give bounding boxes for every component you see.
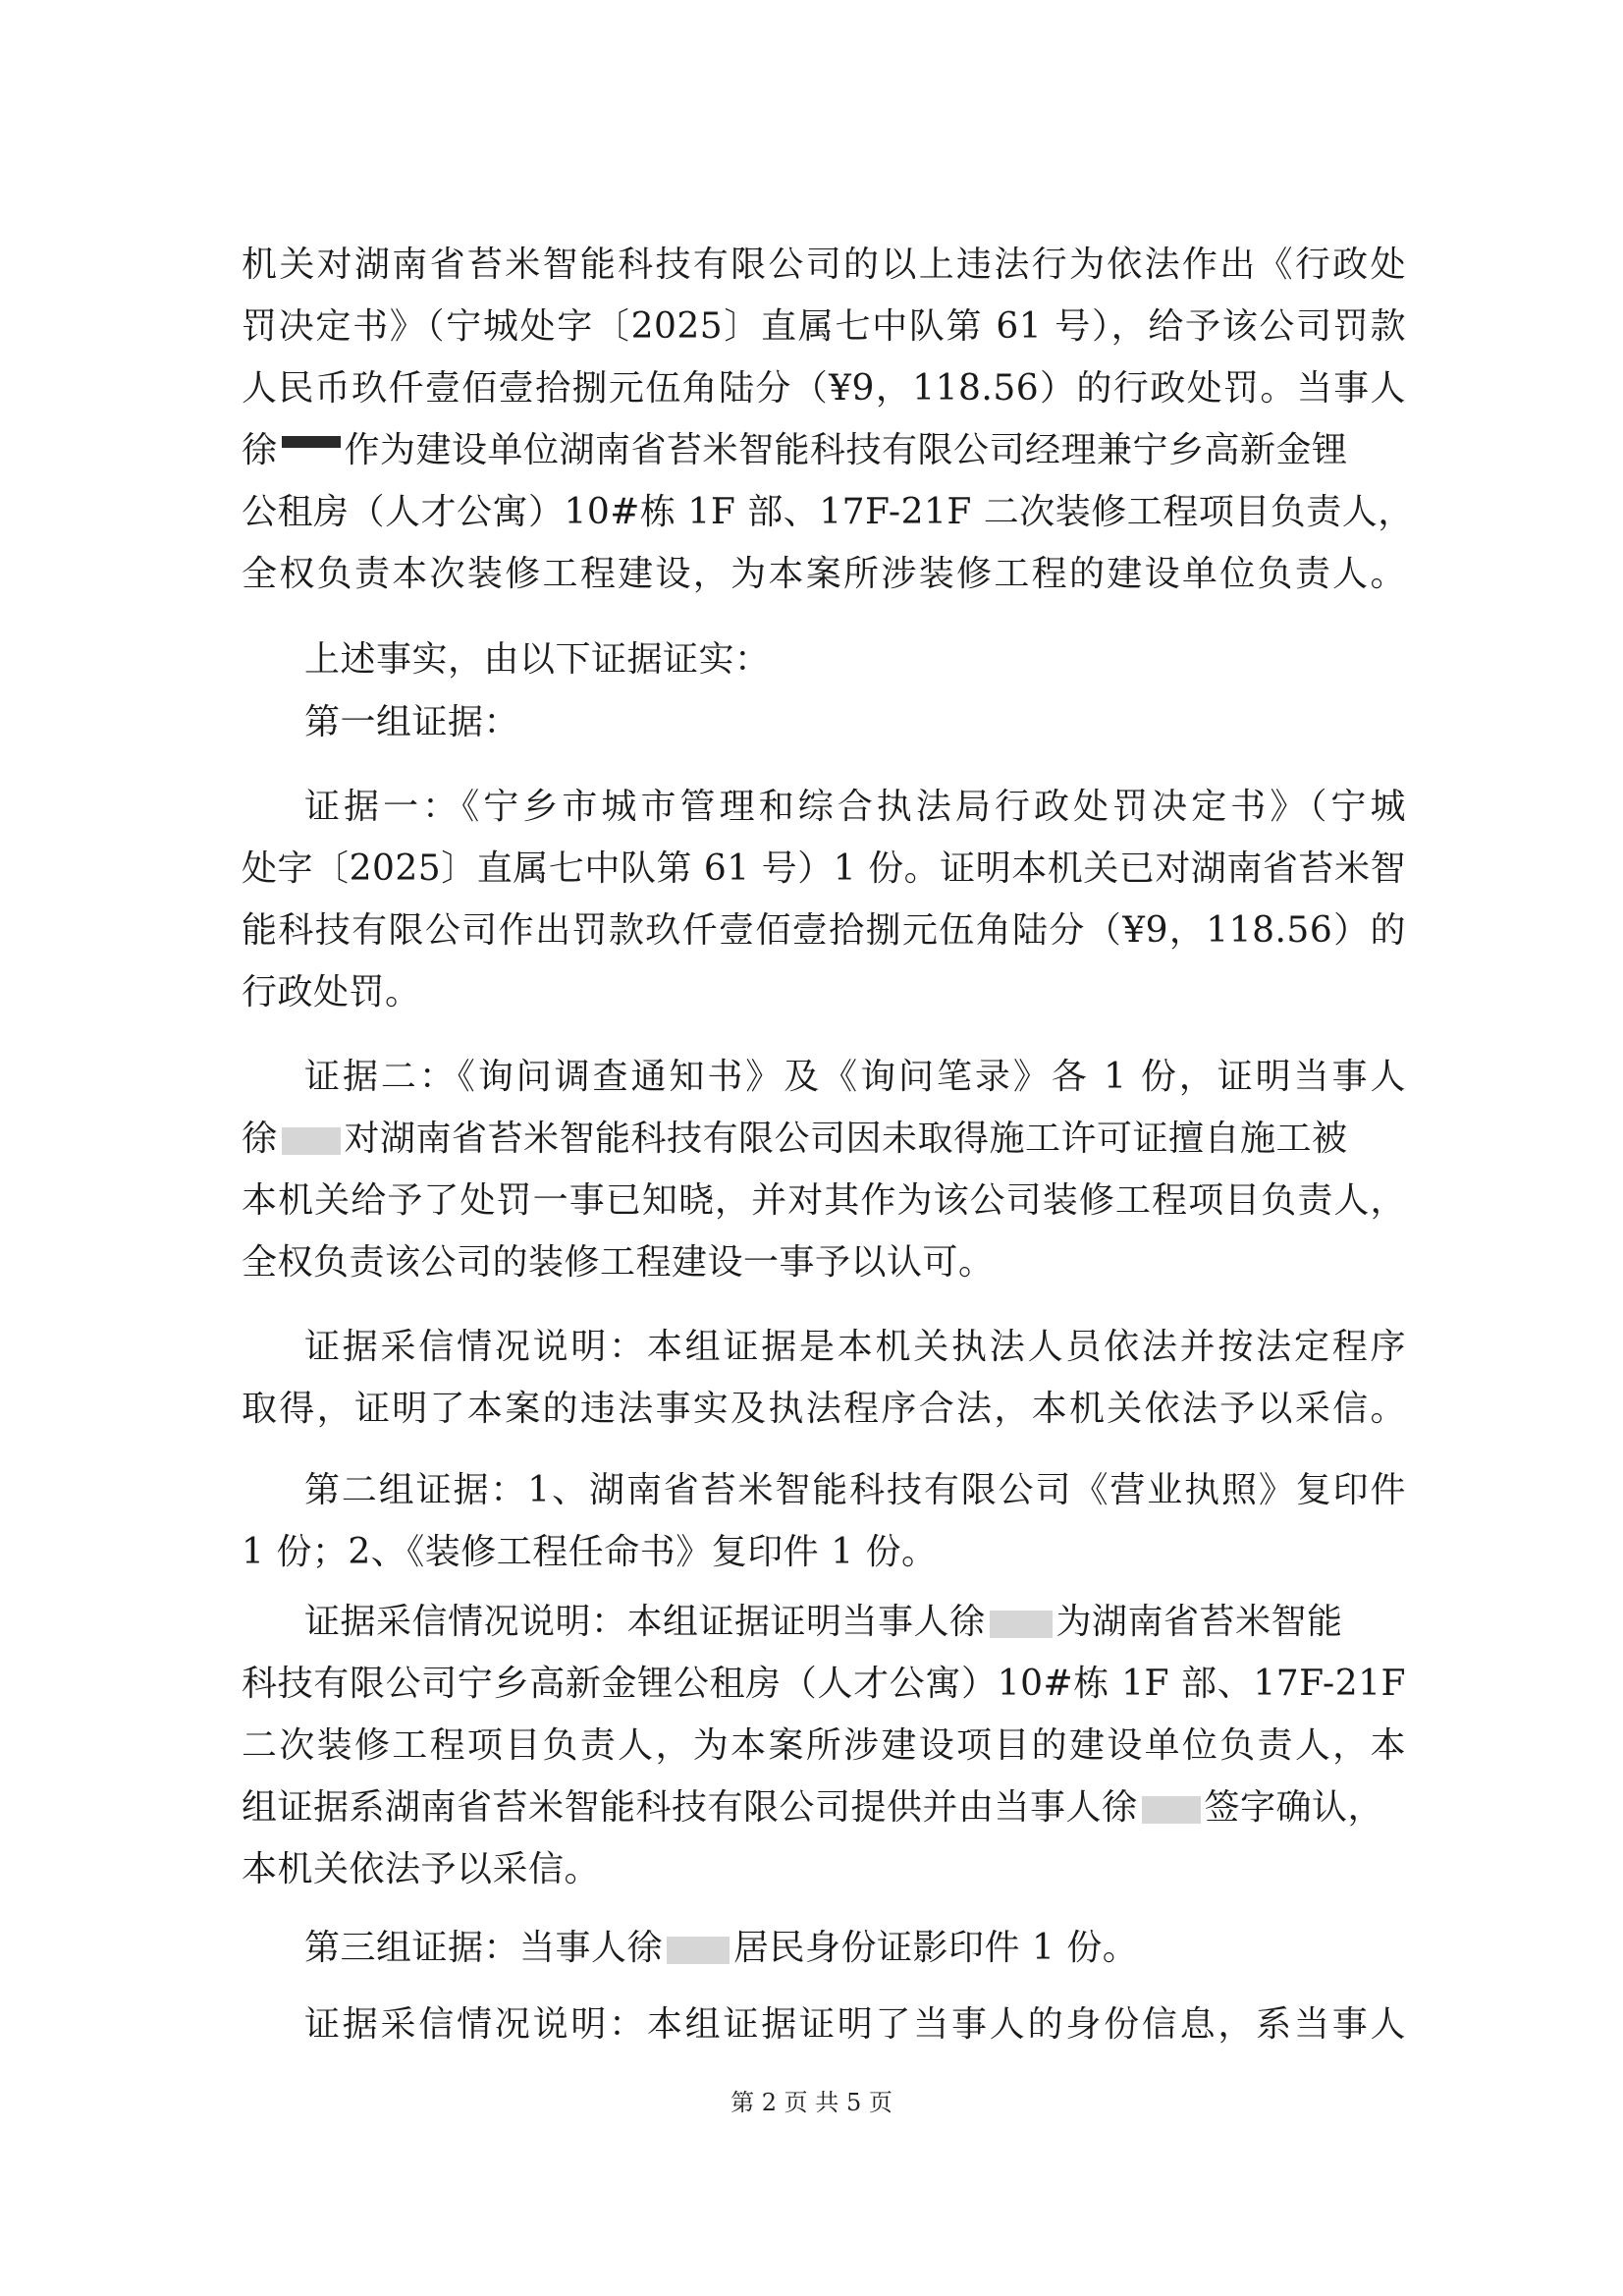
text-line: 机关对湖南省苔米智能科技有限公司的以上违法行为依法作出《行政处 [242,245,1406,285]
text-segment: 作为建设单位湖南省苔米智能科技有限公司经理兼宁乡高新金锂 [344,430,1348,470]
text-line: 罚决定书》（宁城处字〔2025〕直属七中队第 61 号），给予该公司罚款 [242,306,1406,347]
text-line: 取得，证明了本案的违法事实及执法程序合法，本机关依法予以采信。 [242,1389,1406,1429]
redaction-mark [667,1937,730,1964]
text-line: 本机关给予了处罚一事已知晓，并对其作为该公司装修工程项目负责人， [242,1180,1406,1221]
text-line: 上述事实，由以下证据证实： [304,639,771,680]
text-line: 人民币玖仟壹佰壹拾捌元伍角陆分（¥9，118.56）的行政处罚。当事人 [242,368,1406,409]
text-segment: 第三组证据：当事人徐 [304,1928,664,1968]
text-line-redacted [304,1927,1138,1970]
redaction-mark [1142,1796,1201,1824]
section-heading: 第一组证据： [304,702,520,742]
text-line: 全权负责该公司的装修工程建设一事予以认可。 [242,1242,995,1283]
text-line: 本机关依法予以采信。 [242,1849,601,1889]
page-number: 第 2 页 共 5 页 [730,2089,893,2116]
text-segment: 徐 [242,430,278,470]
text-line-redacted [304,1601,1343,1644]
text-segment: 为湖南省苔米智能 [1055,1602,1343,1642]
redaction-mark [282,1127,341,1155]
text-line: 处字〔2025〕直属七中队第 61 号）1 份。证明本机关已对湖南省苔米智 [242,848,1406,889]
text-line: 能科技有限公司作出罚款玖仟壹佰壹拾捌元伍角陆分（¥9，118.56）的 [242,910,1406,951]
text-line: 全权负责本次装修工程建设，为本案所涉装修工程的建设单位负责人。 [242,554,1406,594]
text-line: 公租房（人才公寓）10#栋 1F 部、17F-21F 二次装修工程项目负责人， [242,492,1414,532]
text-line: 证据采信情况说明：本组证据是本机关执法人员依法并按法定程序 [304,1327,1406,1367]
text-line: 证据一：《宁乡市城市管理和综合执法局行政处罚决定书》（宁城 [304,787,1406,827]
redaction-mark [282,436,341,448]
text-segment: 证据采信情况说明：本组证据证明当事人徐 [304,1602,986,1642]
text-line: 科技有限公司宁乡高新金锂公租房（人才公寓）10#栋 1F 部、17F-21F [242,1664,1406,1704]
text-line: 第二组证据：1、湖南省苔米智能科技有限公司《营业执照》复印件 [304,1470,1406,1510]
text-line-redacted [242,1786,1383,1830]
redaction-mark [990,1611,1053,1638]
text-segment: 徐 [242,1119,278,1159]
text-line: 二次装修工程项目负责人，为本案所涉建设项目的建设单位负责人，本 [242,1725,1406,1766]
text-line: 证据二：《询问调查通知书》及《询问笔录》各 1 份，证明当事人 [304,1057,1406,1097]
text-segment: 组证据系湖南省苔米智能科技有限公司提供并由当事人徐 [242,1787,1138,1828]
text-line-redacted [242,1118,1348,1161]
text-line-redacted [242,429,1348,472]
text-line: 证据采信情况说明：本组证据证明了当事人的身份信息，系当事人 [304,2004,1406,2045]
text-segment: 居民身份证影印件 1 份。 [733,1928,1139,1968]
text-segment: 签字确认， [1204,1787,1384,1828]
text-segment: 对湖南省苔米智能科技有限公司因未取得施工许可证擅自施工被 [344,1119,1348,1159]
text-line: 行政处罚。 [242,972,421,1012]
text-line: 1 份；2、《装修工程任命书》复印件 1 份。 [242,1532,938,1572]
